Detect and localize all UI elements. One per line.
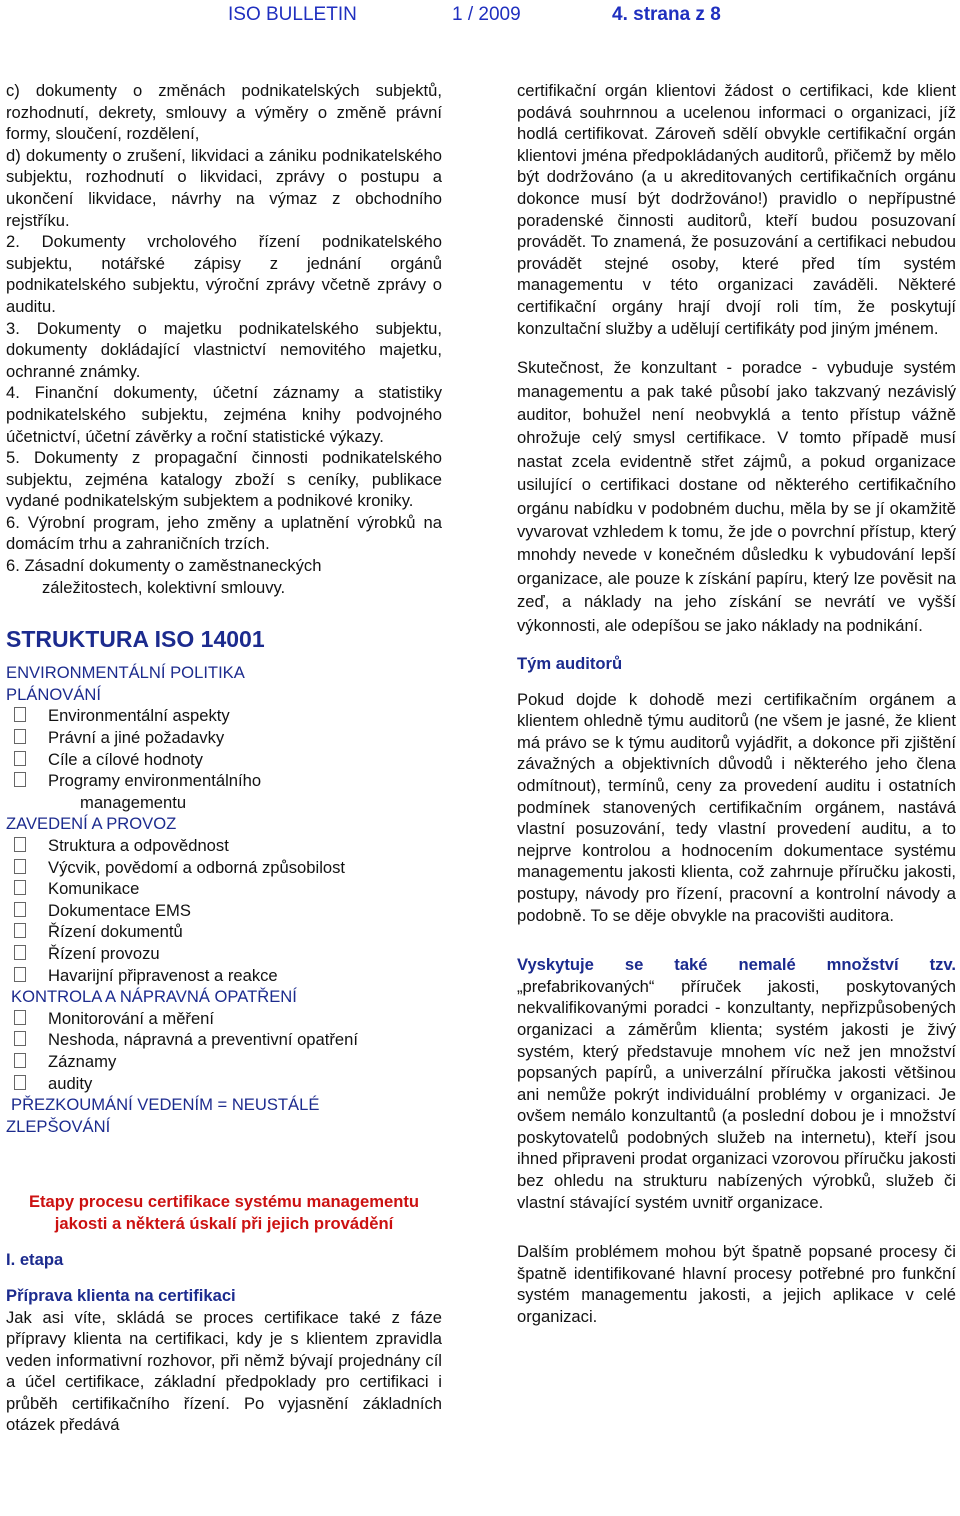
checkbox-icon	[14, 880, 26, 895]
impl-item	[6, 835, 442, 857]
paragraph-5: 5. Dokumenty z propagační činnosti podnikatelského subjektu, zejména katalogy zboží s ceníky, publikace vydané podnikatelským subjektem a podnikové kroniky.	[6, 448, 442, 511]
planning-item-label: Cíle a cílové hodnoty	[48, 749, 203, 769]
impl-item-label: Řízení dokumentů	[48, 922, 183, 942]
paragraph-r5: Dalším problémem mohou být špatně popsané procesy či špatně identifikované hlavní procesy potřebné pro funkční systém managementu jakosti, a jejich aplikace v celé organizaci.	[517, 1242, 956, 1327]
control-item-label: Neshoda, nápravná a preventivní opatření	[48, 1030, 358, 1050]
checkbox-icon	[14, 859, 26, 874]
planning-item-label: Environmentální aspekty	[48, 706, 230, 726]
planning-item	[6, 749, 442, 771]
paragraph-6b-lead: 6. Zásadní dokumenty o zaměstnaneckých	[6, 556, 322, 576]
bulletin-title: ISO BULLETIN	[228, 4, 357, 25]
structure-heading: STRUKTURA ISO 14001	[6, 626, 265, 653]
planning-item	[6, 705, 442, 727]
left-column	[6, 80, 442, 1436]
planning-item	[6, 770, 442, 792]
checkbox-icon	[14, 729, 26, 744]
planning-item-continuation: managementu	[80, 792, 187, 812]
review-heading: PŘEZKOUMÁNÍ VEDENÍM = NEUSTÁLÉ	[11, 1095, 320, 1115]
checkbox-icon	[14, 772, 26, 787]
paragraph-r2: Skutečnost, že konzultant - poradce - vybuduje systém managementu a pak také působí jako takzvaný nezávislý auditor, bohužel není neobvyklá a tento přístup vážně ohrožuje celý smysl certifikace. V tomto případě musí nastat zcela evidentně střet zájmů, a pokud organizace usilující o certifikaci dostane od některého certifikačního orgánu nabídku v podobném duchu, měla by se jí okamžitě vyvarovat vzhledem k tomu, že jde o povrchní přístup, který mnohdy nevede v konečném důsledku k vybudování lepší organizace, ale pouze k získání papíru, který lze pověsit na zeď, a náklady na jeho získání se nevrátí ve vyšší výkonnosti, ale odepíšou se jako náklady na podnikání.	[517, 358, 956, 635]
paragraph-6b	[6, 555, 442, 598]
planning-item	[6, 727, 442, 749]
paragraph-r4	[517, 954, 956, 1213]
paragraph-d: d) dokumenty o zrušení, likvidaci a zániku podnikatelského subjektu, rozhodnutí o likvidaci, zprávy o postupu a ukončení likvidace, návrhy na výmaz z obchodního rejstříku.	[6, 145, 442, 230]
impl-item	[6, 857, 442, 879]
impl-item-label: Havarijní připravenost a reakce	[48, 965, 278, 985]
team-heading: Tým auditorů	[517, 654, 623, 673]
checkbox-icon	[14, 923, 26, 938]
impl-item-label: Komunikace	[48, 879, 140, 899]
paragraph-r1: certifikační orgán klientovi žádost o certifikaci, kde klient podává souhrnnou a ucelenou informaci o organizaci, jíž hodlá certifikovat. Zároveň sdělí obvykle certifikační orgán klientovi jména předpokládaných auditorů, přičemž by mělo být dodržováno (a u akreditovaných certifikačních orgánu dokonce musí být dodržováno!) pravidlo o nepřípustné poradenské činnosti auditorů, kteří budou posuzovaní provádět. To znamená, že posuzování a certifikaci nebudou provádět stejné osoby, které před tím systém managementu v této organizaci zaváděli. Některé certifikační orgány hrají dvojí roli tím, že poskytují konzultační služby a udělují certifikáty pod jiným jménem.	[517, 81, 956, 338]
paragraph-2: 2. Dokumenty vrcholového řízení podnikatelského subjektu, notářské zápisy z jednání orgánů podnikatelského subjektu, výroční zprávy včetně zprávy o auditu.	[6, 232, 442, 316]
control-item	[6, 1051, 442, 1073]
control-heading: KONTROLA A NÁPRAVNÁ OPATŘENÍ	[11, 987, 297, 1007]
impl-item	[6, 921, 442, 943]
control-item	[6, 1073, 442, 1095]
checkbox-icon	[14, 1053, 26, 1068]
impl-item-label: Dokumentace EMS	[48, 900, 191, 920]
control-item-label: Záznamy	[48, 1051, 117, 1071]
control-item	[6, 1029, 442, 1051]
impl-item	[6, 943, 442, 965]
impl-item	[6, 965, 442, 987]
checkbox-icon	[14, 945, 26, 960]
env-policy-heading: ENVIRONMENTÁLNÍ POLITIKA	[6, 663, 245, 683]
checkbox-icon	[14, 707, 26, 722]
control-item-label: audity	[48, 1073, 93, 1093]
impl-item-label: Řízení provozu	[48, 943, 160, 963]
review-heading-cont: ZLEPŠOVÁNÍ	[6, 1116, 111, 1136]
paragraph-r3: Pokud dojde k dohodě mezi certifikačním orgánem a klientem ohledně týmu auditorů (ne všem je jasné, že klient má právo se k týmu auditorů vyjádřit, a dokonce při zjištění závažných a objektivních důvodů i některého jeho člena odmítnout), termínů, ceny za provedení auditu i ostatních podmínek stanovených certifikačním orgánem, nastává vlastní posuzování, tedy vlastní provedení auditu, a to nejprve kontrolou a hodnocením dokumentace systému managementu jakosti klienta, což zahrnuje příručku jakosti, postupy, návody pro řízení, pracovní a kontrolní návody a podobně. To se děje obvykle na pracovišti auditora.	[517, 689, 956, 925]
stage-label: I. etapa	[6, 1250, 64, 1270]
impl-item-label: Struktura a odpovědnost	[48, 836, 229, 855]
page-header	[0, 2, 960, 32]
preparation-text: Jak asi víte, skládá se proces certifikace také z fáze přípravy klienta na certifikaci, kdy je s klientem zpravidla veden informativní rozhovor, při němž bývají projednány cíl a účel certifikace, základní předpoklady pro certifikaci i průběh certifikačního řízení. Po vyjasnění základních otázek předává	[6, 1307, 442, 1435]
implementation-heading: ZAVEDENÍ A PROVOZ	[6, 814, 177, 834]
planning-item-label: Právní a jiné požadavky	[48, 728, 225, 748]
paragraph-r4-lead: Vyskytuje se také nemalé množství tzv.	[517, 955, 956, 975]
certification-stages-title: Etapy procesu certifikace systému managementu jakosti a některá úskalí při jejich provádění	[28, 1192, 420, 1234]
paragraph-6b-rest: záležitostech, kolektivní smlouvy.	[42, 577, 286, 597]
checkbox-icon	[14, 751, 26, 766]
checkbox-icon	[14, 902, 26, 917]
right-column	[517, 80, 956, 1328]
issue-number: 1 / 2009	[452, 4, 521, 25]
planning-item-label: Programy environmentálního	[48, 771, 262, 791]
preparation-heading: Příprava klienta na certifikaci	[6, 1285, 236, 1305]
control-item-label: Monitorování a měření	[48, 1008, 215, 1028]
impl-item	[6, 878, 442, 900]
page-number: 4. strana z 8	[612, 4, 721, 25]
paragraph-r4-rest: „prefabrikovaných“ příruček jakosti, poskytovaných nekvalifikovanými poradci - konzultanty, nepřizpůsobených organizaci a záměrům klienta; systém jakosti je živý systém, který představuje mnohem víc než jen množství popsaných papírů, a univerzální příručka jakosti většinou ani nemůže pokrýt individuální problémy v organizaci. Je ovšem nemálo konzultantů (a poslední dobou je i množství poskytovatelů podobných služeb na internetu), kteří jsou ihned připraveni prodat organizaci vzorovou příručku jakosti bez ohledu na strukturu nabízených výrobků, služeb či vlastní stávající systém uvnitř organizace.	[517, 976, 956, 1212]
paragraph-6a: 6. Výrobní program, jeho změny a uplatnění výrobků na domácím trhu a zahraničních trzích.	[6, 512, 442, 554]
impl-item-label: Výcvik, povědomí a odborná způsobilost	[48, 857, 346, 877]
checkbox-icon	[14, 837, 26, 852]
checkbox-icon	[14, 967, 26, 982]
paragraph-3: 3. Dokumenty o majetku podnikatelského subjektu, dokumenty dokládající vlastnictví nemovitého majetku, ochranné známky.	[6, 318, 442, 381]
checkbox-icon	[14, 1075, 26, 1090]
planning-heading: PLÁNOVÁNÍ	[6, 684, 101, 704]
impl-item	[6, 900, 442, 922]
checkbox-icon	[14, 1010, 26, 1025]
paragraph-4: 4. Finanční dokumenty, účetní záznamy a statistiky podnikatelského subjektu, zejména knihy podvojného účetnictví, účetní závěrky a roční statistické výkazy.	[6, 383, 442, 446]
control-item	[6, 1008, 442, 1030]
paragraph-c: c) dokumenty o změnách podnikatelských subjektů, rozhodnutí, dekrety, smlouvy a výměry o změně právní formy, sloučení, rozdělení,	[6, 81, 442, 144]
checkbox-icon	[14, 1031, 26, 1046]
